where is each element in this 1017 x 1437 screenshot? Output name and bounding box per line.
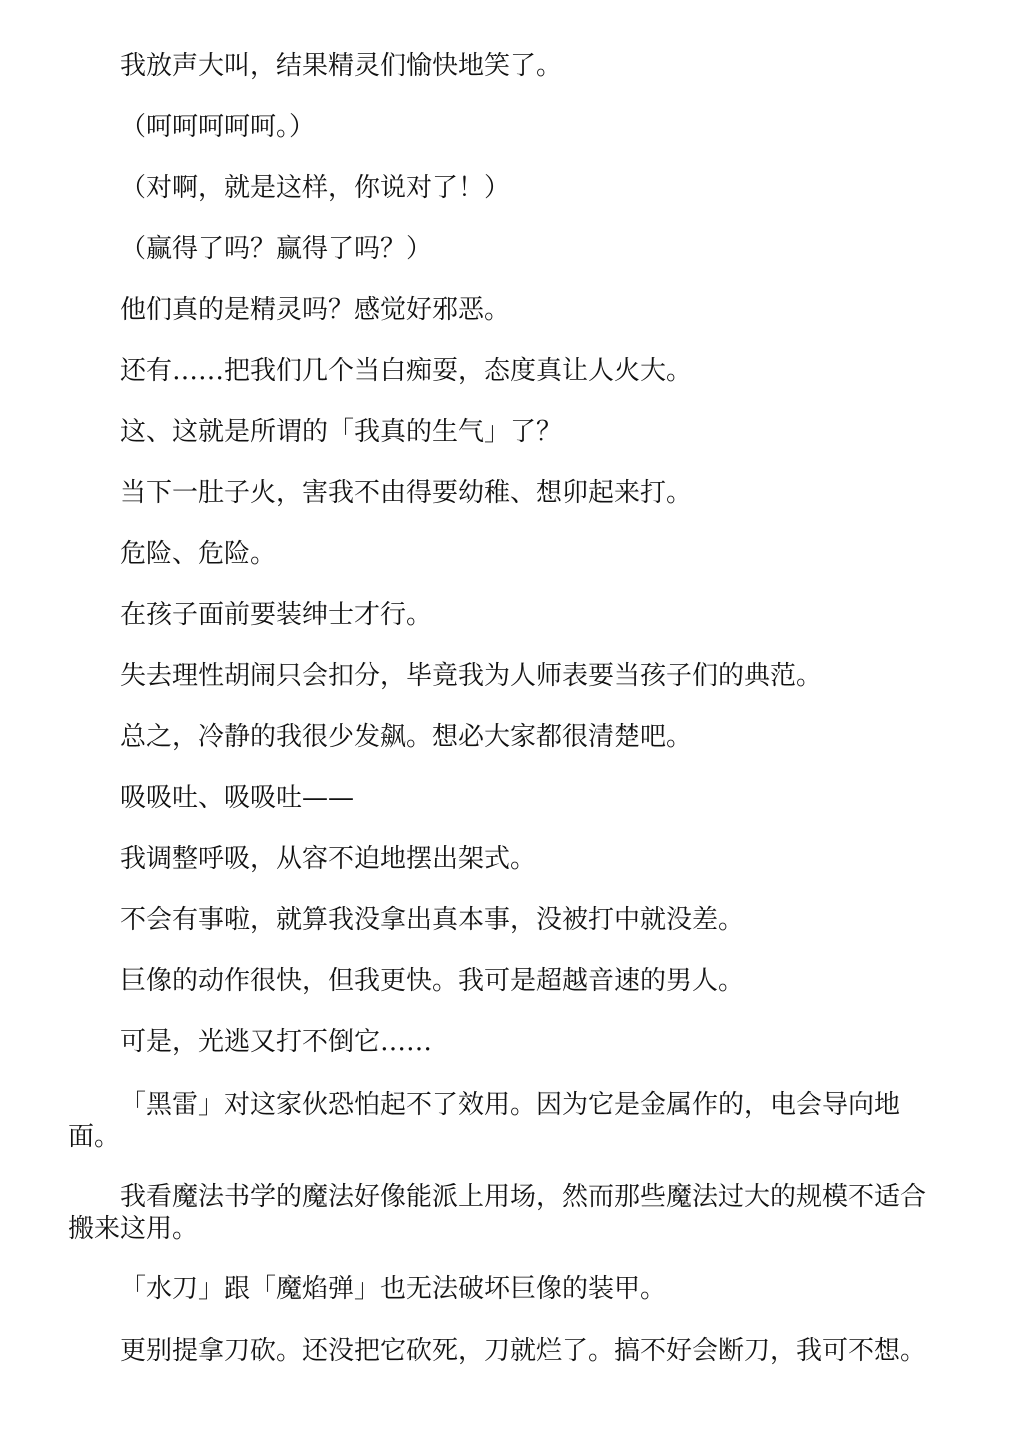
paragraph: 不会有事啦，就算我没拿出真本事，没被打中就没差。 — [120, 905, 745, 935]
paragraph: 我放声大叫，结果精灵们愉快地笑了。 — [120, 51, 563, 81]
paragraph: 更别提拿刀砍。还没把它砍死，刀就烂了。搞不好会断刀，我可不想。 — [120, 1336, 927, 1366]
paragraph: 总之，冷静的我很少发飙。想必大家都很清楚吧。 — [120, 722, 693, 752]
paragraph: 危险、危险。 — [120, 539, 277, 569]
paragraph: 「黑雷」对这家伙恐怕起不了效用。因为它是金属作的，电会导向地面。 — [68, 1090, 901, 1152]
paragraph: 还有……把我们几个当白痴耍，态度真让人火大。 — [120, 356, 693, 386]
paragraph: 「水刀」跟「魔焰弹」也无法破坏巨像的装甲。 — [120, 1274, 667, 1304]
paragraph: 在孩子面前要装绅士才行。 — [120, 600, 433, 630]
paragraph: （对啊，就是这样，你说对了！） — [120, 173, 511, 203]
paragraph: 失去理性胡闹只会扣分，毕竟我为人师表要当孩子们的典范。 — [120, 661, 823, 691]
paragraph: 可是，光逃又打不倒它…… — [120, 1027, 433, 1057]
paragraph: 我调整呼吸，从容不迫地摆出架式。 — [120, 844, 537, 874]
paragraph: 这、这就是所谓的「我真的生气」了？ — [120, 417, 563, 447]
paragraph: 他们真的是精灵吗？感觉好邪恶。 — [120, 295, 511, 325]
paragraph: （赢得了吗？赢得了吗？） — [120, 234, 433, 264]
paragraph: 我看魔法书学的魔法好像能派上用场，然而那些魔法过大的规模不适合搬来这用。 — [68, 1182, 927, 1244]
paragraph: （呵呵呵呵呵。） — [120, 112, 316, 142]
paragraph: 当下一肚子火，害我不由得要幼稚、想卯起来打。 — [120, 478, 693, 508]
paragraph: 吸吸吐、吸吸吐—— — [120, 783, 355, 813]
paragraph: 巨像的动作很快，但我更快。我可是超越音速的男人。 — [120, 966, 745, 996]
